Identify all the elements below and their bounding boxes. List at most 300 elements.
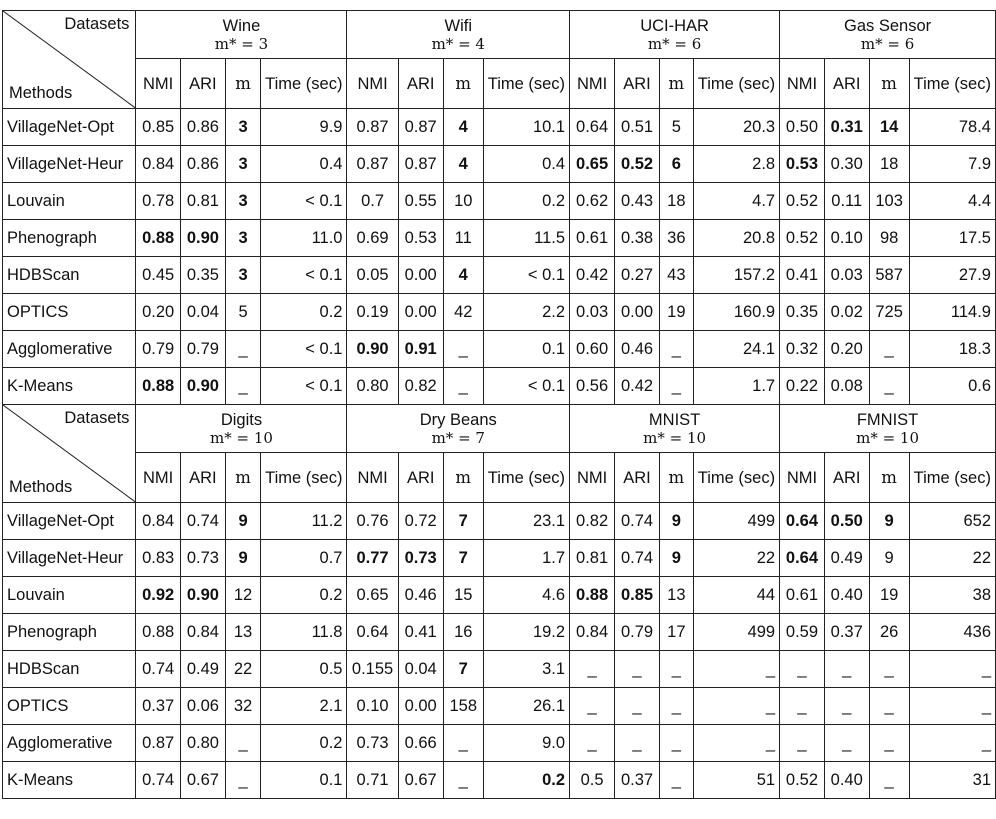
cell-ari: 0.10: [824, 220, 869, 257]
cell-m: _: [659, 368, 693, 405]
dataset-header: [136, 405, 347, 453]
cell-m: 10: [443, 183, 483, 220]
dataset-header: [570, 405, 780, 453]
cell-nmi: 0.10: [347, 688, 398, 725]
cell-nmi: 0.73: [347, 725, 398, 762]
cell-time: 499: [693, 614, 779, 651]
cell-m: 4: [443, 257, 483, 294]
cell-nmi: 0.59: [780, 614, 825, 651]
top-corner-cell: [3, 11, 136, 109]
cell-ari: 0.90: [180, 220, 225, 257]
cell-ari: 0.02: [824, 294, 869, 331]
column-header-m: m: [443, 59, 483, 109]
table-row: [3, 183, 996, 220]
column-header-nmi: NMI: [570, 59, 615, 109]
table-row: [3, 688, 996, 725]
cell-ari: 0.43: [615, 183, 660, 220]
optimal-cluster-count: m* = 6: [860, 34, 915, 53]
cell-nmi: 0.53: [780, 146, 825, 183]
cell-nmi: 0.05: [347, 257, 398, 294]
cell-nmi: 0.76: [347, 503, 398, 540]
cell-time: 7.9: [909, 146, 995, 183]
cell-time: 499: [693, 503, 779, 540]
optimal-cluster-count: m* = 7: [431, 428, 485, 447]
cell-time: 20.3: [693, 109, 779, 146]
column-header-m: m: [659, 453, 693, 503]
cell-time: 160.9: [693, 294, 779, 331]
cell-time: 114.9: [909, 294, 995, 331]
cell-m: 158: [443, 688, 483, 725]
cell-ari: 0.37: [824, 614, 869, 651]
cell-nmi: 0.77: [347, 540, 398, 577]
cell-m: _: [869, 688, 909, 725]
cell-nmi: _: [780, 651, 825, 688]
cell-ari: 0.50: [824, 503, 869, 540]
cell-time: _: [909, 651, 995, 688]
cell-time: < 0.1: [483, 257, 569, 294]
cell-ari: 0.90: [180, 368, 225, 405]
cell-time: 9.9: [261, 109, 347, 146]
cell-nmi: 0.52: [780, 183, 825, 220]
table-row: [3, 762, 996, 799]
cell-ari: 0.31: [824, 109, 869, 146]
bottom-metric-header-row: [3, 453, 996, 503]
cell-m: 11: [443, 220, 483, 257]
datasets-label: Datasets: [64, 409, 130, 427]
table-row: [3, 109, 996, 146]
cell-nmi: 0.81: [570, 540, 615, 577]
cell-ari: 0.11: [824, 183, 869, 220]
cell-ari: 0.27: [615, 257, 660, 294]
cell-time: _: [693, 651, 779, 688]
cell-nmi: 0.71: [347, 762, 398, 799]
cell-ari: 0.87: [398, 109, 443, 146]
cell-nmi: 0.60: [570, 331, 615, 368]
cell-ari: 0.74: [615, 503, 660, 540]
cell-m: 98: [869, 220, 909, 257]
cell-nmi: 0.37: [136, 688, 180, 725]
cell-m: _: [659, 762, 693, 799]
cell-m: 43: [659, 257, 693, 294]
cell-m: _: [225, 725, 260, 762]
cell-nmi: 0.88: [136, 220, 180, 257]
dataset-header: [780, 11, 996, 59]
cell-nmi: 0.88: [570, 577, 615, 614]
cell-time: 10.1: [483, 109, 569, 146]
cell-ari: 0.04: [398, 651, 443, 688]
cell-ari: 0.74: [180, 503, 225, 540]
cell-ari: 0.72: [398, 503, 443, 540]
cell-nmi: 0.90: [347, 331, 398, 368]
column-header-m: m: [869, 59, 909, 109]
dataset-name: FMNIST: [856, 410, 919, 429]
cell-time: 19.2: [483, 614, 569, 651]
cell-time: 0.7: [261, 540, 347, 577]
dataset-header: [780, 405, 996, 453]
cell-nmi: 0.155: [347, 651, 398, 688]
cell-nmi: 0.45: [136, 257, 180, 294]
column-header-time: Time (sec): [483, 59, 569, 109]
cell-ari: 0.00: [398, 294, 443, 331]
cell-nmi: 0.5: [570, 762, 615, 799]
cell-m: _: [225, 368, 260, 405]
cell-nmi: 0.50: [780, 109, 825, 146]
cell-nmi: 0.64: [780, 540, 825, 577]
cell-m: 3: [225, 220, 260, 257]
cell-nmi: 0.56: [570, 368, 615, 405]
column-header-time: Time (sec): [261, 453, 347, 503]
method-name: VillageNet-Opt: [3, 109, 136, 146]
cell-time: 4.4: [909, 183, 995, 220]
table-row: [3, 146, 996, 183]
method-name: VillageNet-Heur: [3, 540, 136, 577]
results-table: [2, 10, 996, 799]
cell-m: 17: [659, 614, 693, 651]
cell-m: _: [869, 725, 909, 762]
method-name: VillageNet-Opt: [3, 503, 136, 540]
optimal-cluster-count: m* = 10: [856, 428, 920, 447]
cell-m: 9: [225, 503, 260, 540]
cell-time: 0.2: [483, 183, 569, 220]
table-row: [3, 331, 996, 368]
cell-ari: 0.67: [398, 762, 443, 799]
cell-nmi: 0.84: [570, 614, 615, 651]
cell-m: 3: [225, 257, 260, 294]
cell-m: 18: [869, 146, 909, 183]
cell-time: _: [693, 688, 779, 725]
cell-ari: 0.74: [615, 540, 660, 577]
cell-nmi: 0.87: [347, 109, 398, 146]
cell-m: _: [659, 725, 693, 762]
cell-m: 9: [225, 540, 260, 577]
column-header-ari: ARI: [824, 453, 869, 503]
cell-time: 27.9: [909, 257, 995, 294]
cell-time: 0.4: [261, 146, 347, 183]
cell-time: 1.7: [693, 368, 779, 405]
cell-time: 157.2: [693, 257, 779, 294]
cell-time: < 0.1: [261, 257, 347, 294]
cell-ari: 0.86: [180, 109, 225, 146]
cell-m: 26: [869, 614, 909, 651]
cell-time: 2.1: [261, 688, 347, 725]
dataset-name: Gas Sensor: [843, 16, 932, 35]
cell-time: < 0.1: [483, 368, 569, 405]
cell-nmi: 0.61: [780, 577, 825, 614]
cell-ari: 0.87: [398, 146, 443, 183]
cell-nmi: 0.52: [780, 762, 825, 799]
column-header-time: Time (sec): [693, 453, 779, 503]
cell-m: 725: [869, 294, 909, 331]
cell-time: 0.2: [261, 294, 347, 331]
cell-nmi: 0.65: [570, 146, 615, 183]
cell-ari: _: [615, 725, 660, 762]
cell-m: 14: [869, 109, 909, 146]
cell-m: _: [443, 331, 483, 368]
method-name: OPTICS: [3, 688, 136, 725]
cell-time: 17.5: [909, 220, 995, 257]
table-row: [3, 614, 996, 651]
cell-nmi: 0.83: [136, 540, 180, 577]
optimal-cluster-count: m* = 3: [214, 34, 269, 53]
cell-ari: 0.79: [615, 614, 660, 651]
cell-m: 32: [225, 688, 260, 725]
cell-nmi: 0.79: [136, 331, 180, 368]
cell-time: 4.7: [693, 183, 779, 220]
cell-ari: 0.03: [824, 257, 869, 294]
dataset-header: [347, 405, 570, 453]
cell-time: 11.8: [261, 614, 347, 651]
cell-time: < 0.1: [261, 331, 347, 368]
cell-time: 2.2: [483, 294, 569, 331]
top-metric-header-row: [3, 59, 996, 109]
cell-nmi: 0.22: [780, 368, 825, 405]
cell-m: _: [869, 331, 909, 368]
cell-m: _: [869, 762, 909, 799]
cell-m: 7: [443, 540, 483, 577]
cell-nmi: 0.35: [780, 294, 825, 331]
cell-nmi: 0.62: [570, 183, 615, 220]
cell-ari: 0.35: [180, 257, 225, 294]
cell-m: 103: [869, 183, 909, 220]
cell-time: 0.5: [261, 651, 347, 688]
cell-ari: 0.86: [180, 146, 225, 183]
cell-nmi: 0.92: [136, 577, 180, 614]
column-header-nmi: NMI: [347, 59, 398, 109]
cell-time: 23.1: [483, 503, 569, 540]
cell-m: 7: [443, 651, 483, 688]
cell-ari: 0.20: [824, 331, 869, 368]
cell-time: 78.4: [909, 109, 995, 146]
cell-nmi: 0.52: [780, 220, 825, 257]
cell-ari: 0.06: [180, 688, 225, 725]
cell-ari: 0.04: [180, 294, 225, 331]
cell-m: 587: [869, 257, 909, 294]
cell-ari: 0.81: [180, 183, 225, 220]
cell-nmi: 0.74: [136, 762, 180, 799]
cell-time: 0.4: [483, 146, 569, 183]
cell-m: 18: [659, 183, 693, 220]
top-dataset-header-row: [3, 11, 996, 59]
column-header-ari: ARI: [180, 59, 225, 109]
optimal-cluster-count: m* = 6: [647, 34, 702, 53]
cell-nmi: _: [570, 725, 615, 762]
dataset-name: Digits: [220, 410, 263, 429]
cell-time: 0.1: [261, 762, 347, 799]
dataset-name: Dry Beans: [419, 410, 497, 429]
table-row: [3, 257, 996, 294]
cell-time: 9.0: [483, 725, 569, 762]
cell-nmi: 0.03: [570, 294, 615, 331]
cell-time: 44: [693, 577, 779, 614]
column-header-ari: ARI: [398, 59, 443, 109]
cell-ari: _: [824, 725, 869, 762]
cell-nmi: 0.42: [570, 257, 615, 294]
cell-time: _: [693, 725, 779, 762]
cell-nmi: _: [570, 688, 615, 725]
cell-ari: 0.08: [824, 368, 869, 405]
method-name: Agglomerative: [3, 331, 136, 368]
method-name: VillageNet-Heur: [3, 146, 136, 183]
cell-time: 24.1: [693, 331, 779, 368]
column-header-time: Time (sec): [261, 59, 347, 109]
method-name: Phenograph: [3, 614, 136, 651]
cell-nmi: 0.20: [136, 294, 180, 331]
table-row: [3, 725, 996, 762]
cell-m: _: [869, 651, 909, 688]
column-header-nmi: NMI: [780, 453, 825, 503]
cell-time: 1.7: [483, 540, 569, 577]
cell-time: 11.5: [483, 220, 569, 257]
cell-ari: 0.49: [824, 540, 869, 577]
method-name: Phenograph: [3, 220, 136, 257]
cell-time: < 0.1: [261, 368, 347, 405]
column-header-time: Time (sec): [909, 59, 995, 109]
cell-nmi: _: [780, 725, 825, 762]
cell-nmi: 0.41: [780, 257, 825, 294]
cell-time: 38: [909, 577, 995, 614]
cell-ari: 0.85: [615, 577, 660, 614]
cell-m: 19: [659, 294, 693, 331]
cell-m: 3: [225, 183, 260, 220]
column-header-m: m: [225, 59, 260, 109]
cell-ari: 0.37: [615, 762, 660, 799]
cell-ari: _: [824, 688, 869, 725]
cell-time: 22: [909, 540, 995, 577]
method-name: Agglomerative: [3, 725, 136, 762]
cell-ari: 0.46: [615, 331, 660, 368]
cell-ari: 0.80: [180, 725, 225, 762]
cell-ari: _: [615, 688, 660, 725]
column-header-time: Time (sec): [909, 453, 995, 503]
cell-time: 0.2: [261, 725, 347, 762]
column-header-nmi: NMI: [347, 453, 398, 503]
column-header-time: Time (sec): [693, 59, 779, 109]
cell-time: 26.1: [483, 688, 569, 725]
cell-ari: 0.90: [180, 577, 225, 614]
column-header-m: m: [659, 59, 693, 109]
cell-m: _: [443, 725, 483, 762]
method-name: HDBScan: [3, 651, 136, 688]
column-header-ari: ARI: [615, 453, 660, 503]
cell-nmi: 0.88: [136, 614, 180, 651]
cell-time: _: [909, 688, 995, 725]
cell-nmi: 0.87: [347, 146, 398, 183]
optimal-cluster-count: m* = 4: [431, 34, 485, 53]
dataset-name: Wifi: [444, 16, 473, 35]
column-header-ari: ARI: [398, 453, 443, 503]
cell-ari: 0.46: [398, 577, 443, 614]
cell-time: 652: [909, 503, 995, 540]
cell-ari: 0.00: [398, 257, 443, 294]
cell-time: 22: [693, 540, 779, 577]
column-header-m: m: [869, 453, 909, 503]
cell-nmi: 0.69: [347, 220, 398, 257]
cell-time: 2.8: [693, 146, 779, 183]
cell-nmi: 0.7: [347, 183, 398, 220]
cell-ari: 0.55: [398, 183, 443, 220]
cell-nmi: 0.84: [136, 146, 180, 183]
column-header-ari: ARI: [180, 453, 225, 503]
cell-ari: 0.30: [824, 146, 869, 183]
cell-ari: 0.49: [180, 651, 225, 688]
column-header-ari: ARI: [824, 59, 869, 109]
column-header-m: m: [225, 453, 260, 503]
cell-nmi: 0.85: [136, 109, 180, 146]
cell-m: 15: [443, 577, 483, 614]
cell-ari: 0.82: [398, 368, 443, 405]
cell-nmi: _: [570, 651, 615, 688]
results-table-body: [3, 11, 996, 799]
methods-label: Methods: [9, 84, 73, 102]
cell-m: 5: [659, 109, 693, 146]
column-header-nmi: NMI: [136, 59, 180, 109]
table-row: [3, 651, 996, 688]
cell-nmi: 0.82: [570, 503, 615, 540]
cell-nmi: 0.84: [136, 503, 180, 540]
dataset-header: [347, 11, 570, 59]
table-row: [3, 503, 996, 540]
cell-m: _: [659, 331, 693, 368]
cell-time: 436: [909, 614, 995, 651]
cell-time: 20.8: [693, 220, 779, 257]
cell-m: _: [225, 331, 260, 368]
cell-nmi: _: [780, 688, 825, 725]
cell-m: 4: [443, 146, 483, 183]
cell-time: 31: [909, 762, 995, 799]
table-row: [3, 368, 996, 405]
methods-label: Methods: [9, 478, 73, 496]
cell-m: 19: [869, 577, 909, 614]
dataset-name: MNIST: [648, 410, 701, 429]
cell-m: _: [869, 368, 909, 405]
cell-ari: 0.91: [398, 331, 443, 368]
method-name: K-Means: [3, 762, 136, 799]
cell-m: 3: [225, 146, 260, 183]
cell-m: _: [659, 651, 693, 688]
cell-nmi: 0.19: [347, 294, 398, 331]
method-name: Louvain: [3, 577, 136, 614]
bottom-corner-cell: [3, 405, 136, 503]
method-name: HDBScan: [3, 257, 136, 294]
cell-time: 3.1: [483, 651, 569, 688]
cell-ari: _: [824, 651, 869, 688]
cell-m: 4: [443, 109, 483, 146]
cell-time: 51: [693, 762, 779, 799]
column-header-time: Time (sec): [483, 453, 569, 503]
cell-m: 7: [443, 503, 483, 540]
cell-nmi: 0.88: [136, 368, 180, 405]
cell-time: _: [909, 725, 995, 762]
optimal-cluster-count: m* = 10: [643, 428, 707, 447]
cell-m: 6: [659, 146, 693, 183]
dataset-name: Wine: [222, 16, 261, 35]
cell-m: 9: [869, 503, 909, 540]
cell-ari: 0.51: [615, 109, 660, 146]
table-row: [3, 220, 996, 257]
cell-ari: 0.73: [180, 540, 225, 577]
method-name: Louvain: [3, 183, 136, 220]
cell-m: 13: [659, 577, 693, 614]
method-name: OPTICS: [3, 294, 136, 331]
cell-m: 22: [225, 651, 260, 688]
cell-time: 0.6: [909, 368, 995, 405]
cell-m: 12: [225, 577, 260, 614]
bottom-dataset-header-row: [3, 405, 996, 453]
cell-nmi: 0.78: [136, 183, 180, 220]
column-header-nmi: NMI: [780, 59, 825, 109]
table-row: [3, 294, 996, 331]
cell-ari: 0.53: [398, 220, 443, 257]
